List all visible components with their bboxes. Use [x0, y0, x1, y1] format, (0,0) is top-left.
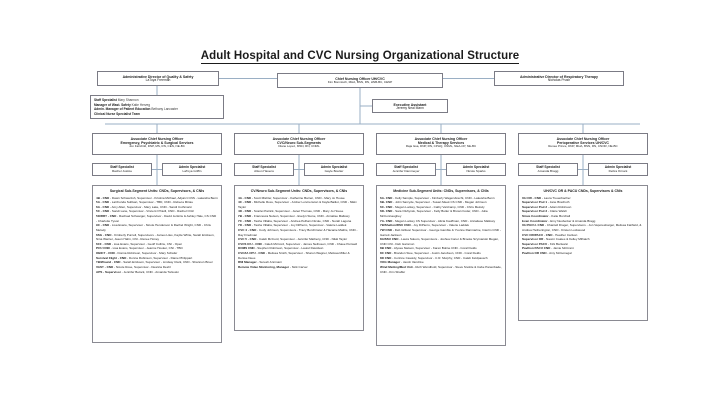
- unit-line-label: Wind Meiting/Med Unit: [380, 264, 413, 269]
- unit-line: [238, 265, 360, 270]
- unit-line-label: UH OR - CND: [522, 195, 542, 200]
- unit-line-detail: - Amy McGonegal: [546, 251, 572, 255]
- spec-name: Rachel Justice: [111, 169, 133, 174]
- spec-title: Staff Specialist: [252, 165, 276, 170]
- unit-line-detail: - Nicole Rose, Supervisor - Deanna Deshl: [113, 264, 171, 269]
- unit-line-label: CVC 4 - CND: [238, 227, 257, 232]
- unit-line-label: 8A/SSU CND: [380, 237, 399, 242]
- unit-line-label: 6A- CND: [380, 195, 393, 200]
- unit-line-label: 7W CND: [380, 227, 393, 232]
- unit-line-detail: - Donna Robinson, Supervisor - Mary Schafer: [114, 251, 178, 255]
- unit-line-detail: - Tasha Villalta, Supervisor - Joy DiPierro, Supervisor - Valerie Laddek: [251, 223, 347, 228]
- unit-line-detail: - Amy Allen, Supervisor - Mary Lake, CND - Sandi Cuthmann: [109, 204, 193, 209]
- unit-line-detail: - Deb Gillison Supervisor - George Gamble & Yvonne Ramnarine, Interim CND - Garrett Jackson: [380, 227, 501, 237]
- unit-line-label: OBICT - CND: [96, 251, 115, 255]
- unit-line: [96, 223, 218, 232]
- staff-line-label: Admin. Manager of Patient Education: [94, 107, 151, 112]
- box-executive-assistant[interactable]: [372, 99, 448, 113]
- unit-line-label: 6C- CND: [380, 204, 393, 209]
- unit-line-label: 4A - CND: [238, 195, 252, 200]
- unit-line: [380, 265, 502, 274]
- unit-line-label: Supervisor Pod 3: [522, 209, 548, 214]
- spec-name: Nicole Sparks: [466, 169, 486, 174]
- box-admin-specialist-1[interactable]: [162, 163, 222, 176]
- unit-line-detail: - Jennifer Belock, CND - Amanda Torkoski: [120, 269, 179, 274]
- unit-line-detail: - Kirk Bartsann: [547, 241, 569, 246]
- unit-line-detail: - Lisa Evans, Supervisor - Nicole Henderson & Rachel Wright, CND - Chris Melody: [96, 223, 211, 232]
- column-medicine-sub-segment-units[interactable]: [376, 185, 506, 346]
- unit-line-label: APS - Supervisor: [96, 269, 121, 274]
- exec-title: Executive Assistant: [393, 103, 427, 107]
- unit-line-label: 4C - CND: [238, 200, 252, 205]
- unit-line-detail: - Michelle Ross, Supervisor - Amber Loncrenston & Kayla Bailiot, CND - Nikki Taylor: [238, 200, 357, 209]
- spec-title: Staff Specialist: [110, 165, 134, 170]
- unit-line: [238, 200, 360, 209]
- unit-line-detail: - Sarah Erickson, Supervisor - Lindsay Clark, CND - Shannon Bruel: [120, 260, 213, 265]
- unit-line-label: TB/Wound - CND: [96, 260, 121, 265]
- column-header: UH/CVC OR & PACU CNDs, Supervisors & CNIs: [543, 188, 623, 193]
- acno-title: Associate Chief Nursing Officer: [130, 136, 184, 141]
- acno-title: Associate Chief Nursing Officer: [556, 136, 610, 141]
- unit-line-detail: - Lisa Evans, Supervisor - Geoff Collins, CNI - Open: [111, 241, 183, 246]
- box-acno-medical-therapy[interactable]: [376, 133, 506, 155]
- acno-title: Associate Chief Nursing Officer: [272, 136, 326, 141]
- exec-name: Jeremy Neal Mann: [396, 106, 424, 111]
- unit-line-label: Supervisor PACU: [522, 241, 548, 246]
- unit-line-detail: - Megan Luckey CS Supervisor - Alicia Kauffman, CND - Annaliese Mallowy: [392, 218, 496, 223]
- unit-line-label: 6D- CND: [380, 209, 393, 214]
- staff-line-label: Staff Specialist: [94, 98, 117, 102]
- box-staff-specialist-2[interactable]: [234, 163, 294, 176]
- column-or-pacu-units[interactable]: [518, 185, 648, 321]
- unit-line-detail: - Adam Robinson: [547, 204, 572, 209]
- unit-line-detail: - Francesca Nelson, Supervisor - Evelyn Stone, CND - Annalise Mallowy: [251, 214, 350, 218]
- unit-line-label: CVCS ICU - CND: [238, 241, 262, 246]
- page-title: [0, 50, 720, 62]
- unit-line-label: 8C CND: [380, 251, 392, 255]
- unit-line-label: 5C - CND: [96, 209, 110, 214]
- unit-line: [238, 228, 360, 237]
- respiratory-title: Administrative Director of Respiratory Therapy: [520, 74, 598, 79]
- spec-title: Admin Specialist: [178, 165, 206, 170]
- unit-line-detail: - Chantell Drager, Supervisors - Jon Vaporesbarger, Melissa Fairfield, & Andrea Hetherington, CND - Kirsten Lockwood: [522, 223, 642, 232]
- unit-line-label: Supervisor Pod 2: [522, 204, 548, 209]
- unit-line: [96, 270, 218, 275]
- unit-line-detail: - Brandon Stoe, Supervisor - Justin Jacobson, CND - Coral Fields: [391, 251, 481, 255]
- box-acno-emergency-psych-surgical[interactable]: [92, 133, 222, 155]
- unit-line: [380, 237, 502, 246]
- unit-line-detail: - Claire Walsh: [547, 209, 567, 214]
- box-acno-perioperative[interactable]: [518, 133, 648, 155]
- unit-line-detail: - Ruth Wendhold, Supervisor - Steve Snoble & Cabe Panenbade, CND - Kim Shaffer: [380, 264, 502, 274]
- unit-line-detail: - Jacob Vandrive: [400, 260, 424, 265]
- unit-line: [96, 233, 218, 242]
- unit-line-label: 8D CND: [380, 255, 392, 260]
- unit-line-detail: - Alyssa Nielson, Supervisor - Karen Boline CND - Coral Fields: [391, 246, 477, 251]
- unit-line-detail: - Cody Johnson, Supervisors - Tracy Borchinster & Hacanie Mathis, CND - Ray Friedman: [238, 227, 358, 237]
- unit-line-label: 4D - CND: [238, 209, 252, 214]
- unit-line-detail: - Katie Burchall: [548, 214, 571, 218]
- spec-name: LaToya Griffin: [182, 169, 202, 174]
- unit-line-label: 9C - CND: [96, 223, 110, 228]
- spec-name: Alison Havens: [254, 169, 274, 174]
- unit-line-label: Supervisor OR: [522, 237, 544, 242]
- unit-line-label: 5A - CND: [96, 200, 110, 205]
- unit-line-label: 8B CND: [380, 246, 392, 251]
- unit-line-detail: - Rachael Schweiger, Supervisor - David Jenkins & Ashley Hale, CS CND - Charlotte Tyson: [96, 214, 217, 223]
- box-admin-director-respiratory-therapy[interactable]: [494, 71, 624, 86]
- box-staff-specialist-list[interactable]: [90, 95, 224, 119]
- unit-line-label: VOG Manager: [380, 260, 401, 265]
- unit-line-detail: - Joy DiPierro, Supervisor - Valerie Laddek: [410, 223, 470, 228]
- unit-line-label: 6SG - CND: [96, 232, 112, 237]
- column-cv-neuro-sub-segment-units[interactable]: [234, 185, 364, 331]
- spec-name: Debra Ornant: [608, 169, 628, 174]
- unit-line-label: 7D - CND: [238, 223, 252, 228]
- staff-line-value: Katie Herveg: [131, 102, 151, 107]
- acno-name: Raja Issa, DNP, RN, CPHQ, CNML, NEA-CP, NE-BC: [405, 143, 477, 148]
- unit-line-detail: - Caleb McCord, Supervisor - Jennifer Matheny, CND - Nikki Taylor: [256, 237, 348, 242]
- spec-name: Jennifer Dammeyer: [392, 169, 420, 174]
- unit-line-detail: - Lisa Evans, Supervisor - Jeanne Hooker, CNI - TBD: [109, 246, 183, 251]
- unit-line-detail: - Stephen Robinson, Supervisor - Laurel Davidson: [254, 246, 324, 251]
- unit-line-label: CVC OR/PACU - CND: [522, 232, 553, 237]
- column-body: [380, 196, 502, 275]
- acno-segment: Emergency, Psychiatric & Surgical Services: [120, 140, 194, 145]
- box-admin-specialist-2[interactable]: [304, 163, 364, 176]
- unit-line-label: 6B- CND: [380, 200, 393, 205]
- unit-line: [522, 223, 644, 232]
- unit-line-detail: - Scarlet Patrick, Supervisor - Janet Thomas, CND - Mary Jo House: [251, 209, 344, 214]
- staff-line-label: Clinical Nurse Specialist Team: [94, 111, 140, 116]
- unit-line-detail: - LaChonda Sullivan, Supervisor - TBD, CND - Rebeca Mirias: [109, 200, 193, 205]
- spec-name: Amanda Bragg: [537, 169, 559, 174]
- unit-line-detail: - Laura Treuerbacher: [541, 195, 571, 200]
- box-admin-specialist-3[interactable]: [446, 163, 506, 176]
- box-admin-director-quality-safety[interactable]: [97, 71, 219, 86]
- unit-line-label: Supervisor Pod 1: [522, 200, 548, 205]
- column-header: Surgical Sub-Segment Units: CNDs, Supervisors, & CNIs: [109, 188, 205, 193]
- acno-segment: CVC/Neuro Sub-Segments: [277, 140, 321, 145]
- spec-name: Gayle Boulter: [324, 169, 344, 174]
- box-chief-nursing-officer[interactable]: [277, 73, 443, 88]
- unit-line-label: DOMS CND: [238, 246, 255, 251]
- quality-name: LaToya Freeman: [145, 77, 171, 82]
- unit-line-label: Pavilion PACU CND: [522, 246, 551, 251]
- unit-line-label: PCU CND: [96, 246, 110, 251]
- staff-line: [94, 112, 220, 117]
- unit-line-label: Pavilion OR CND: [522, 251, 547, 255]
- acno-name: Jon Fairchild, DNP, MS, RN, CEN, NE-BC: [129, 143, 185, 148]
- unit-line-label: Even Coordinator: [522, 218, 548, 223]
- unit-line-detail: - Kimberly Purcell, Supervisors - James Liles, Kaylie White, Sarah Erickson, Nina Warner, Jason Hahn, CNI - Renee Honey: [96, 232, 215, 242]
- spec-title: Staff Specialist: [536, 165, 560, 170]
- spec-title: Admin Specialist: [320, 165, 348, 170]
- column-surgical-sub-segment-units[interactable]: [92, 185, 222, 343]
- unit-line-detail: - Dawn Schwarzsh, Supervisor - Kristina Michael, Adjunct CNS - Lakeisha Benn: [109, 195, 218, 200]
- unit-line: [96, 214, 218, 223]
- unit-line-detail: - Scott Mishler, Supervisor - Katherine Barren, CND - Mary Jo House: [251, 195, 345, 200]
- unit-line-label: 4B - CND: [96, 195, 110, 200]
- unit-line-label: 6A - CND: [96, 204, 110, 209]
- acno-name: Renee Prince, DNP, MHA, BSN, RN, CNOR, NE-BC: [548, 143, 618, 148]
- unit-line-detail: - Megan Luckey, Supervisor - Cathy VanCamp, CND - Chris Melody: [392, 204, 485, 209]
- unit-line-detail: - Kelly Sample, Supervisor - Kimberly Wagersbrecht, CND - Lakeisha Benn: [392, 195, 495, 200]
- unit-line-label: 7B/Shelton/RSU CND: [380, 223, 411, 228]
- unit-line-label: CVCZA CPU - CND: [238, 251, 265, 255]
- column-body: [96, 196, 218, 275]
- staff-line-label: Manager of Wast. Safety: [94, 102, 131, 107]
- box-staff-specialist-3[interactable]: [376, 163, 436, 176]
- unit-line-detail: - Corinne Cassidy, Supervisor - C.R. Murphy, CND - Caleb Feldpausch: [391, 255, 488, 260]
- unit-line-label: Survival Flight - CND: [96, 255, 127, 260]
- respiratory-name: Nicholas Prush: [547, 77, 571, 82]
- unit-line-detail: - Jamie McCrant: [550, 246, 574, 251]
- unit-line-detail: - Tasha Villalta, Supervisor - Andrea Pelham Nicole, CND - Norah Laguna: [251, 218, 352, 223]
- unit-line-label: Sinus Coordinator: [522, 214, 549, 218]
- unit-line-detail: - Laura Sokoro, Supervisors - Joshua Coner & Brooke Szymanski Megan, CND CNI - Deb Gammon: [380, 237, 499, 246]
- cno-title: Chief Nursing Officer UH/CVC: [335, 76, 385, 81]
- unit-line-detail: - Sandi Lane, Supervisor - Vincent O'Neill, CND - Rachel Ortiz: [109, 209, 194, 214]
- quality-title: Administrative Director of Quality & Safety: [122, 74, 194, 79]
- unit-line-detail: - Suresh Annmani: [256, 260, 282, 265]
- unit-line-detail: - Sara Olshynsk, Supervisor - Kelly Butler & Brown Foder, CND - Julia McConnaughey: [380, 209, 488, 218]
- unit-line: [238, 251, 360, 260]
- unit-line-label: CVC 5 - CND: [238, 237, 257, 242]
- unit-line-label: 7C - CND: [238, 218, 252, 223]
- unit-line-label: 7A- CND: [380, 218, 393, 223]
- unit-line-detail: - John Sarcyde, Supervisor - Susan Meek CS CND - Megan Johnson: [392, 200, 487, 205]
- unit-line-detail: - Melissa Smith, Supervisor - Sharon Wagner, Melissa Miller & Denise Dees: [238, 251, 350, 260]
- unit-line-detail: - Caleb McCord, Supervisor - James Neihusen, CND - Chase Penwell: [261, 241, 358, 246]
- unit-line-detail: - Heather Carlson: [552, 232, 578, 237]
- box-acno-cvc-neuro[interactable]: [234, 133, 364, 155]
- unit-line: [380, 209, 502, 218]
- box-staff-specialist-4[interactable]: [518, 163, 578, 176]
- unit-line: [380, 228, 502, 237]
- acno-segment: Medical & Therapy Services: [417, 140, 465, 145]
- unit-line-label: Remote Video Monitoring, Manager: [238, 264, 290, 269]
- unit-line: [522, 251, 644, 256]
- unit-line-label: UH PACU- CND: [522, 223, 545, 228]
- page-title-text: Adult Hospital and CVC Nursing Organizational Structure: [200, 50, 520, 62]
- column-body: [522, 196, 644, 256]
- unit-line-label: 7B - CND: [238, 214, 252, 218]
- acno-title: Associate Chief Nursing Officer: [414, 136, 468, 141]
- box-staff-specialist-1[interactable]: [92, 163, 152, 176]
- unit-line-detail: - Nick Carver: [289, 264, 308, 269]
- unit-line-label: 5D/RRT - CND: [96, 214, 117, 218]
- spec-title: Admin Specialist: [604, 165, 632, 170]
- box-admin-specialist-4[interactable]: [588, 163, 648, 176]
- unit-line-label: 6CF - CND: [96, 241, 112, 246]
- unit-line-detail: - Naomi Coates & Kelley Milhatch: [543, 237, 590, 242]
- column-body: [238, 196, 360, 270]
- cno-name: Kim Bonmisch, MHA, BSN, RN, HNB-BC, CENP: [327, 79, 393, 84]
- acno-segment: Perioperative Services UH/CVC: [557, 140, 609, 145]
- unit-line-label: RNI Manager: [238, 260, 257, 265]
- unit-line-detail: - Jane Brachuth: [547, 200, 570, 205]
- column-header: CV/Neuro Sub-Segment Units: CNDs, Supervisors, & CNIs: [250, 188, 348, 193]
- acno-name: Diane Lopez, MSN, RN, CNML: [278, 143, 320, 148]
- spec-title: Admin Specialist: [462, 165, 490, 170]
- spec-title: Staff Specialist: [394, 165, 418, 170]
- unit-line-detail: - Donna Robinson, Supervisor - Diane Philippart: [126, 255, 193, 260]
- staff-line-value: Bethany Lancaster: [151, 107, 178, 112]
- unit-line-label: VAST - CND: [96, 264, 114, 269]
- staff-line-value: Mary Shannon: [117, 98, 139, 102]
- unit-line-detail: - Emy Neuberker & Amanda Bragg: [547, 218, 596, 223]
- column-header: Medicine Sub-Segment Units: CNDs, Supervisors, & CNIs: [393, 188, 489, 193]
